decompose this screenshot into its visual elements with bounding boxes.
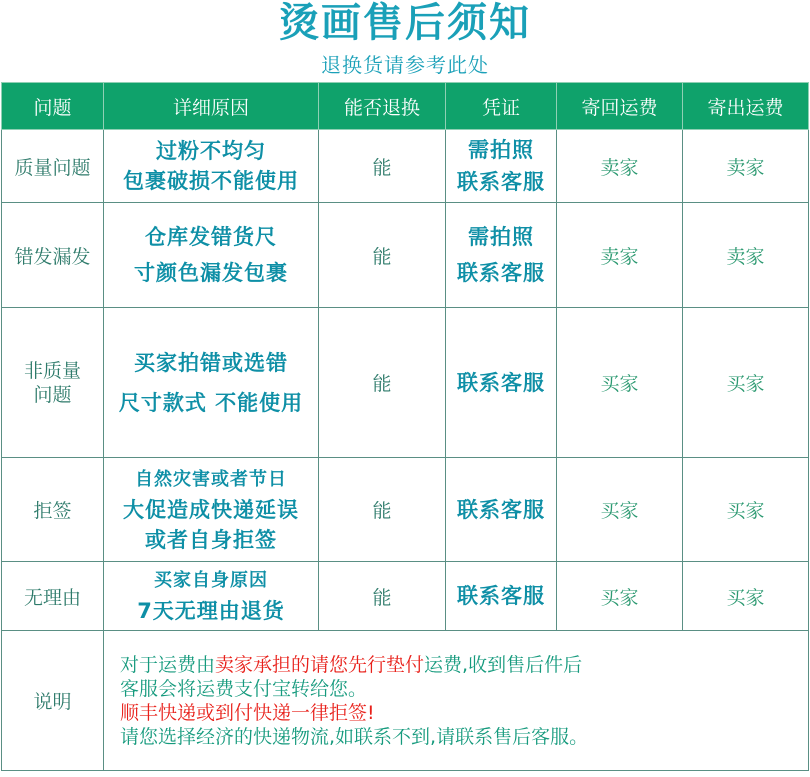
return-fee-cell: 卖家 (557, 203, 683, 308)
issue-cell (2, 308, 104, 458)
proof-cell (446, 203, 557, 308)
note-cell (104, 631, 809, 771)
proof-line: 需拍照 (468, 138, 534, 162)
issue-cell: 质量问题 (2, 130, 104, 203)
send-fee-cell: 卖家 (683, 203, 809, 308)
detail-cell (104, 308, 319, 458)
proof-line: 联系客服 (457, 584, 545, 608)
note-text: 对于运费由 (120, 653, 216, 676)
header-send-fee: 寄出运费 (683, 83, 809, 130)
proof-cell (446, 308, 557, 458)
detail-line: 自然灾害或者节日 (135, 468, 287, 490)
detail-line: 买家自身原因 (154, 570, 268, 591)
table-row (2, 458, 809, 562)
table-row (2, 562, 809, 631)
note-line-4: 请您选择经济的快递物流,如联系不到,请联系售后客服。 (120, 725, 589, 748)
issue-cell: 无理由 (2, 562, 104, 631)
detail-cell (104, 562, 319, 631)
send-fee-cell: 买家 (683, 308, 809, 458)
issue-line: 问题 (33, 383, 72, 406)
issue-cell: 错发漏发 (2, 203, 104, 308)
return-fee-cell: 买家 (557, 458, 683, 562)
issue-line: 非质量 (23, 359, 81, 382)
detail-cell (104, 203, 319, 308)
note-label: 说明 (2, 631, 104, 771)
page-subtitle: 退换货请参考此处 (321, 53, 489, 77)
proof-line: 联系客服 (457, 370, 545, 395)
table-row (2, 308, 809, 458)
proof-line: 需拍照 (468, 225, 534, 249)
detail-cell (104, 130, 319, 203)
header-detail: 详细原因 (104, 83, 319, 130)
table-row (2, 203, 809, 308)
issue-cell: 拒签 (2, 458, 104, 562)
note-text: 运费,收到售后件后 (424, 653, 583, 676)
detail-line: 包裹破损不能使用 (123, 169, 299, 193)
return-fee-cell: 买家 (557, 562, 683, 631)
header-issue: 问题 (2, 83, 104, 130)
send-fee-cell: 买家 (683, 562, 809, 631)
proof-line: 联系客服 (457, 497, 545, 522)
send-fee-cell: 卖家 (683, 130, 809, 203)
returnable-cell: 能 (319, 203, 446, 308)
table-row (2, 130, 809, 203)
returnable-cell: 能 (319, 458, 446, 562)
proof-cell (446, 130, 557, 203)
detail-cell (104, 458, 319, 562)
send-fee-cell: 买家 (683, 458, 809, 562)
proof-line: 联系客服 (457, 170, 545, 194)
after-sales-table (1, 82, 809, 771)
detail-line: 买家拍错或选错 (134, 350, 288, 375)
detail-line: 7天无理由退货 (137, 599, 285, 623)
proof-cell (446, 562, 557, 631)
return-fee-cell: 买家 (557, 308, 683, 458)
returnable-cell: 能 (319, 562, 446, 631)
proof-cell (446, 458, 557, 562)
returnable-cell: 能 (319, 130, 446, 203)
detail-line: 大促造成快递延误 (123, 497, 299, 522)
detail-line: 或者自身拒签 (145, 527, 277, 552)
header-return-fee: 寄回运费 (557, 83, 683, 130)
detail-line: 尺寸款式 不能使用 (118, 390, 304, 415)
note-line-1 (120, 653, 808, 677)
table-row (2, 631, 809, 771)
page-title: 烫画售后须知 (279, 0, 531, 46)
table-header-row (2, 83, 809, 130)
note-line-3: 顺丰快递或到付快递一律拒签! (120, 701, 375, 724)
return-fee-cell: 卖家 (557, 130, 683, 203)
proof-line: 联系客服 (457, 261, 545, 285)
note-line-2: 客服会将运费支付宝转给您。 (120, 677, 368, 700)
detail-line: 仓库发错货尺 (145, 225, 277, 249)
detail-line: 寸颜色漏发包裹 (134, 261, 288, 285)
detail-line: 过粉不均匀 (156, 139, 266, 163)
note-highlight: 卖家承担的请您先行垫付 (215, 653, 425, 676)
header-returnable: 能否退换 (319, 83, 446, 130)
header-proof: 凭证 (446, 83, 557, 130)
returnable-cell: 能 (319, 308, 446, 458)
